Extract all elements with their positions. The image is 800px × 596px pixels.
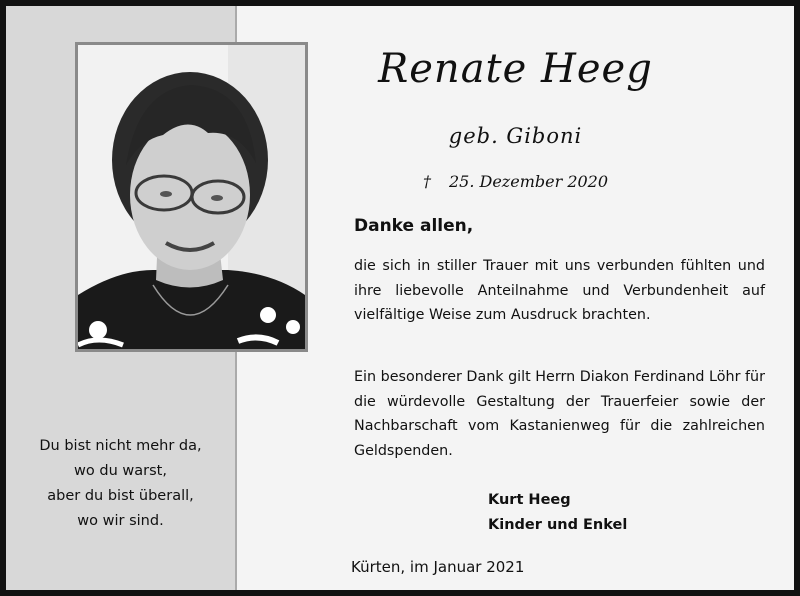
- place-date: Kürten, im Januar 2021: [351, 558, 525, 576]
- signature-line-1: Kurt Heeg: [488, 492, 571, 508]
- signature: [488, 488, 627, 538]
- thanks-heading: Danke allen,: [354, 216, 474, 236]
- cross-icon: †: [422, 172, 431, 191]
- thanks-paragraph-1: die sich in stiller Trauer mit uns verbunden fühlten und ihre liebevolle Anteilnahme und Verbundenheit auf vielfältige Weise zum Ausdruck brachten.: [354, 258, 765, 323]
- death-date-line: [237, 172, 794, 191]
- signature-line-2: Kinder und Enkel: [488, 517, 628, 533]
- poem-line: wo du warst,: [74, 463, 167, 479]
- poem-line: Du bist nicht mehr da,: [39, 438, 202, 454]
- maiden-name: geb. Giboni: [448, 124, 583, 148]
- death-date: 25. Dezember 2020: [448, 172, 609, 191]
- deceased-name: Renate Heeg: [378, 46, 653, 92]
- sidebar: [6, 6, 237, 590]
- poem-line: aber du bist überall,: [47, 488, 194, 504]
- poem: [6, 434, 235, 534]
- thanks-paragraph-2: Ein besonderer Dank gilt Herrn Diakon Ferdinand Löhr für die würdevolle Gestaltung der Trauerfeier sowie der Nachbarschaft vom Kastanienweg für die zahlreichen Geldspenden.: [354, 369, 765, 459]
- poem-line: wo wir sind.: [77, 513, 164, 529]
